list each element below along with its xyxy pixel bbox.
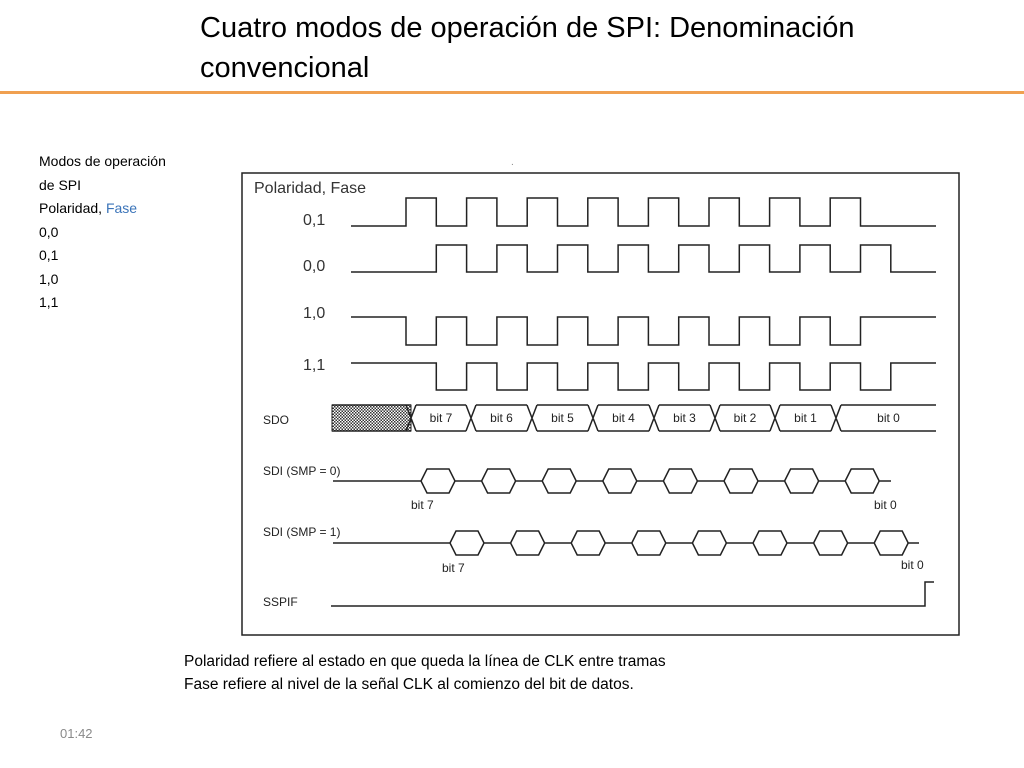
sdi0-label: SDI (SMP = 0) <box>263 464 341 478</box>
slide-title: Cuatro modos de operación de SPI: Denominación convencional <box>200 12 855 84</box>
sidebar-mode-1: 0,1 <box>39 247 59 263</box>
note-fase: Fase refiere al nivel de la señal CLK al comienzo del bit de datos. <box>184 676 634 693</box>
sdi1-label: SDI (SMP = 1) <box>263 525 341 539</box>
sdi0-first-bit: bit 7 <box>411 498 434 512</box>
diagram-frame <box>242 173 959 635</box>
sidebar-line2: de SPI <box>39 176 82 193</box>
sdi1-first-bit: bit 7 <box>442 561 465 575</box>
sidebar-text <box>39 150 219 315</box>
sidebar-mode-2: 1,0 <box>39 270 59 287</box>
clock-label-2: 1,0 <box>303 305 326 322</box>
title-underline <box>0 91 1024 94</box>
sdo-bit-4: bit 3 <box>673 411 696 425</box>
sspif-label: SSPIF <box>263 595 298 609</box>
sdo-bit-0: bit 7 <box>429 411 453 425</box>
notes <box>184 650 904 696</box>
sdi1-last-bit: bit 0 <box>901 558 924 572</box>
sdo-hatch <box>332 405 411 431</box>
sidebar-label-polaridad: Polaridad, <box>39 200 103 216</box>
stray-dot: . <box>511 157 514 168</box>
sdo-bit-6: bit 1 <box>794 411 817 425</box>
slide-time: 01:42 <box>60 726 93 741</box>
sdo-bit-3: bit 4 <box>612 411 635 425</box>
sdo-bit-2: bit 5 <box>551 411 574 425</box>
sidebar-label-line <box>39 197 219 221</box>
sidebar-mode-3: 1,1 <box>39 294 59 310</box>
sidebar-line1: Modos de operación <box>39 153 166 169</box>
diagram-header: Polaridad, Fase <box>254 180 367 197</box>
clock-label-0: 0,1 <box>303 212 326 229</box>
sdi0-last-bit: bit 0 <box>874 498 897 512</box>
sdo-bit-1: bit 6 <box>490 411 513 425</box>
clock-label-1: 0,0 <box>303 258 326 275</box>
sidebar-mode-0: 0,0 <box>39 223 59 240</box>
sdo-bit-5: bit 2 <box>733 411 757 425</box>
sdo-bit-7: bit 0 <box>877 411 900 425</box>
sdo-label: SDO <box>263 413 290 427</box>
note-polaridad: Polaridad refiere al estado en que queda la línea de CLK entre tramas <box>184 653 666 670</box>
sidebar-label-fase: Fase <box>105 200 138 216</box>
clock-label-3: 1,1 <box>303 357 326 374</box>
spi-timing-diagram <box>241 172 960 636</box>
